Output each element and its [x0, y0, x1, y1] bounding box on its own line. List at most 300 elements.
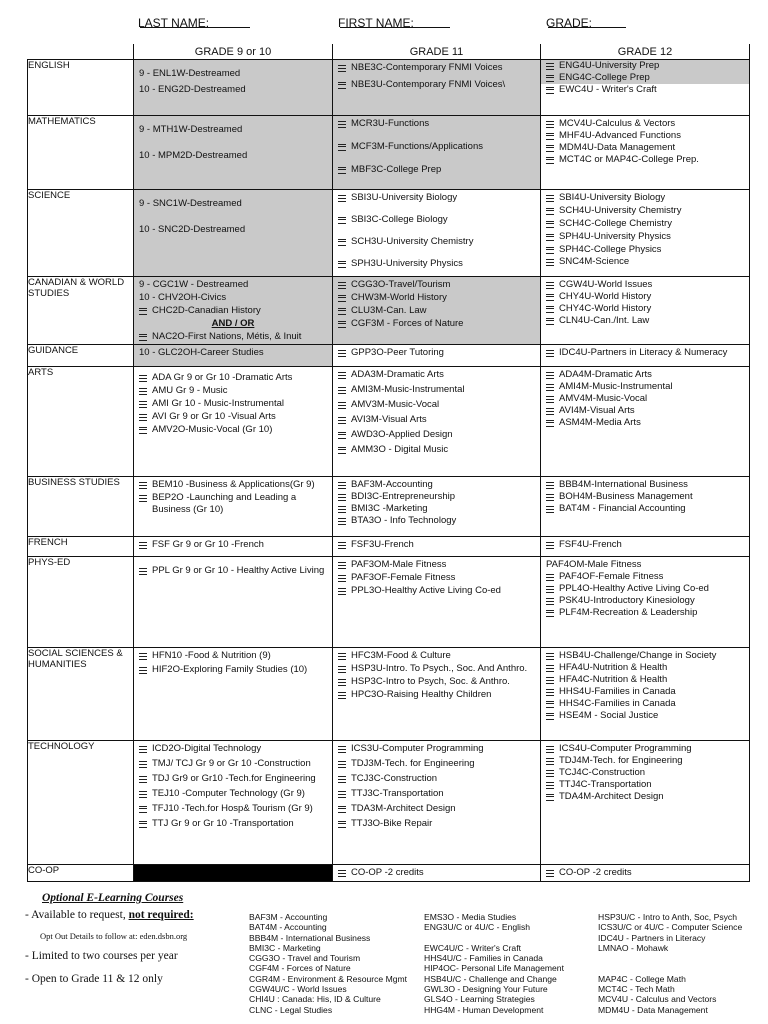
course-list-icon	[338, 482, 346, 489]
course-text: BOH4M-Business Management	[559, 491, 693, 503]
course-item	[546, 369, 744, 381]
course-text: 10 - GLC2OH-Career Studies	[139, 347, 264, 359]
grade-9-10-cell	[134, 741, 333, 865]
course-item	[338, 559, 535, 571]
course-text: AMI3M-Music-Instrumental	[351, 384, 465, 396]
course-item	[338, 758, 535, 770]
course-text: 9 - ENL1W-Destreamed	[139, 68, 241, 79]
course-text: TTJ Gr 9 or Gr 10 -Transportation	[152, 817, 294, 829]
course-text: TCJ4C-Construction	[559, 767, 646, 779]
course-row	[28, 277, 750, 345]
course-list-icon	[338, 776, 346, 783]
course-item	[139, 479, 327, 491]
course-item	[546, 118, 744, 130]
course-text: BEP2O -Launching and Leading a Business (Gr 10)	[152, 492, 297, 516]
course-row	[28, 60, 750, 116]
course-item	[546, 571, 744, 583]
grade-9-10-cell	[134, 190, 333, 277]
course-text: SPH4C-College Physics	[559, 243, 662, 255]
subject-header	[28, 44, 134, 60]
course-item	[338, 585, 535, 597]
course-item	[338, 788, 535, 800]
grade-11-cell	[333, 345, 541, 367]
course-list-icon	[139, 427, 147, 434]
course-item	[338, 258, 535, 270]
course-item	[546, 698, 744, 710]
grade-9-10-cell	[134, 345, 333, 367]
course-item	[338, 663, 535, 675]
course-item	[139, 398, 327, 410]
course-text: TDJ4M-Tech. for Engineering	[559, 755, 683, 767]
grade-11-cell	[333, 277, 541, 345]
course-item	[546, 381, 744, 393]
elearning-course: MCT4C - Tech Math	[598, 984, 675, 995]
last-name-line[interactable]	[140, 16, 250, 28]
course-text: AMM3O - Digital Music	[351, 443, 449, 455]
course-row	[28, 741, 750, 865]
grade-11-cell	[333, 865, 541, 882]
elearning-course: CHI4U : Canada: His, ID & Culture	[249, 994, 381, 1005]
course-text: GPP3O-Peer Tutoring	[351, 347, 444, 359]
course-text: MDM4U-Data Management	[559, 141, 676, 153]
course-item	[139, 385, 327, 397]
course-item	[546, 503, 744, 515]
course-item	[139, 773, 327, 785]
elearning-section	[0, 892, 768, 1024]
subject-label: TECHNOLOGY	[28, 741, 134, 865]
course-text: TTJ3C-Transportation	[351, 788, 444, 799]
grade-12-cell	[541, 345, 750, 367]
course-text: BBB4M-International Business	[559, 479, 688, 491]
course-item	[139, 758, 327, 770]
course-text: BDI3C-Entrepreneurship	[351, 491, 456, 503]
elearning-course: CGG3O - Travel and Tourism	[249, 953, 361, 964]
course-text: AND / OR	[211, 317, 255, 329]
elearning-course: CGR4M - Environment & Resource Mgmt	[249, 973, 408, 984]
course-text: 9 - SNC1W-Destreamed	[139, 198, 242, 209]
course-text: CHY4C-World History	[559, 302, 652, 314]
grade-12-cell	[541, 367, 750, 477]
course-text: TDJ3M-Tech. for Engineering	[351, 758, 475, 770]
course-list-icon	[139, 761, 147, 768]
course-item	[546, 231, 744, 243]
grade-9-10-cell	[134, 477, 333, 537]
subject-label: PHYS-ED	[28, 557, 134, 648]
course-text: PPL4O-Healthy Active Living Co-ed	[559, 583, 709, 595]
course-list-icon	[546, 247, 554, 254]
course-item	[139, 424, 327, 436]
course-list-icon	[546, 482, 554, 489]
course-row	[28, 537, 750, 557]
course-text: HFN10 -Food & Nutrition (9)	[152, 650, 271, 662]
elearning-course: HSB4U/C - Challenge and Change	[424, 973, 557, 984]
course-list-icon	[338, 261, 346, 268]
course-text: NBE3U-Contemporary FNMI Voices\	[351, 78, 506, 90]
course-item	[139, 492, 327, 516]
course-item	[338, 689, 535, 701]
course-list-icon	[546, 782, 554, 789]
grade-9-10-header: GRADE 9 or 10	[134, 44, 333, 60]
subject-label: CANADIAN & WORLD STUDIES	[28, 277, 134, 345]
course-list-icon	[546, 870, 554, 877]
course-list-icon	[338, 217, 346, 224]
course-item	[338, 572, 535, 584]
course-text: AMI4M-Music-Instrumental	[559, 381, 673, 393]
course-list-icon	[139, 334, 147, 341]
course-list-icon	[546, 282, 554, 289]
course-list-icon	[338, 282, 346, 289]
course-grid	[27, 44, 750, 882]
elearning-course: ICS3U/C or 4U/C - Computer Science	[598, 922, 743, 933]
course-text: BAT4M - Financial Accounting	[559, 503, 686, 515]
elearning-availability: - Available to request, not required:	[25, 909, 194, 921]
course-item	[546, 205, 744, 217]
grade-11-cell	[333, 477, 541, 537]
subject-label: GUIDANCE	[28, 345, 134, 367]
course-list-icon	[546, 350, 554, 357]
course-list-icon	[546, 420, 554, 427]
course-list-icon	[139, 776, 147, 783]
elearning-column-1	[249, 912, 407, 1015]
grade-11-cell	[333, 648, 541, 741]
course-item	[139, 224, 327, 236]
course-item	[338, 773, 535, 785]
course-item	[546, 595, 744, 607]
course-list-icon	[139, 482, 147, 489]
course-text: HPC3O-Raising Healthy Children	[351, 689, 492, 700]
course-text: HFA4U-Nutrition & Health	[559, 662, 668, 674]
course-text: EWC4U - Writer's Craft	[559, 83, 657, 95]
course-list-icon	[338, 518, 346, 525]
course-row	[28, 345, 750, 367]
course-item	[546, 755, 744, 767]
course-text: CGF3M - Forces of Nature	[351, 317, 464, 329]
course-list-icon	[139, 414, 147, 421]
course-list-icon	[338, 562, 346, 569]
course-text: PLF4M-Recreation & Leadership	[559, 606, 698, 618]
grade-9-10-cell	[134, 648, 333, 741]
grade-11-cell	[333, 116, 541, 190]
course-list-icon	[546, 586, 554, 593]
course-text: MBF3C-College Prep	[351, 163, 442, 175]
course-text: SBI4U-University Biology	[559, 192, 666, 203]
course-item	[546, 650, 744, 662]
grade-9-10-cell	[134, 557, 333, 648]
elearning-column-2	[424, 912, 564, 1015]
course-item	[338, 515, 535, 527]
course-list-icon	[546, 384, 554, 391]
course-list-icon	[546, 121, 554, 128]
grade-12-cell	[541, 116, 750, 190]
course-list-icon	[338, 653, 346, 660]
course-item	[338, 62, 535, 74]
elearning-course: MDM4U - Data Management	[598, 1004, 708, 1015]
course-list-icon	[139, 653, 147, 660]
course-list-icon	[338, 195, 346, 202]
course-item	[139, 331, 327, 343]
grade-9-10-cell	[134, 277, 333, 345]
course-item	[546, 539, 744, 551]
course-list-icon	[546, 221, 554, 228]
course-text: HHS4C-Families in Canada	[559, 697, 676, 709]
subject-label: MATHEMATICS	[28, 116, 134, 190]
course-text: AVI3M-Visual Arts	[351, 414, 427, 425]
course-text: PAF4OM-Male Fitness	[546, 559, 642, 571]
course-item	[139, 743, 327, 755]
course-text: HSP3U-Intro. To Psych., Soc. And Anthro.	[351, 663, 528, 675]
grade-11-cell	[333, 557, 541, 648]
course-item	[338, 399, 535, 411]
subject-label: SCIENCE	[28, 190, 134, 277]
course-list-icon	[139, 388, 147, 395]
elearning-course: ENG3U/C or 4U/C - English	[424, 922, 531, 933]
course-item	[546, 791, 744, 803]
course-text: 10 - CHV2OH-Civics	[139, 291, 227, 303]
grade-12-cell	[541, 741, 750, 865]
course-item	[338, 676, 535, 688]
course-list-icon	[139, 821, 147, 828]
elearning-course: BAT4M - Accounting	[249, 922, 327, 933]
course-list-icon	[338, 308, 346, 315]
course-text: HFC3M-Food & Culture	[351, 650, 451, 662]
course-item	[338, 743, 535, 755]
elearning-course: HHS4U/C - Families in Canada	[424, 953, 543, 964]
course-item	[546, 130, 744, 142]
course-text: SPH4U-University Physics	[559, 230, 671, 242]
elearning-column-3	[598, 912, 742, 1015]
course-list-icon	[338, 144, 346, 151]
course-list-icon	[546, 306, 554, 313]
elearning-course: HIP4OC- Personal Life Management	[424, 963, 564, 974]
course-item	[139, 788, 327, 800]
course-item	[338, 279, 535, 291]
course-row	[28, 477, 750, 537]
course-list-icon	[546, 610, 554, 617]
course-list-icon	[546, 677, 554, 684]
course-text: BAF3M-Accounting	[351, 479, 433, 491]
course-text: AMV4M-Music-Vocal	[559, 393, 648, 405]
course-list-icon	[338, 575, 346, 582]
course-list-icon	[546, 713, 554, 720]
course-item	[139, 292, 327, 304]
elearning-course	[598, 953, 742, 963]
course-list-icon	[546, 542, 554, 549]
course-item	[338, 479, 535, 491]
course-list-icon	[546, 794, 554, 801]
course-list-icon	[546, 133, 554, 140]
opt-out-note: Opt Out Details to follow at: eden.dsbn.org	[40, 931, 188, 941]
grade-header-row	[28, 44, 750, 60]
grade-12-cell	[541, 865, 750, 882]
course-item	[338, 318, 535, 330]
elearning-course	[424, 933, 564, 943]
course-item	[546, 767, 744, 779]
elearning-course: EWC4U/C - Writer's Craft	[424, 942, 521, 953]
grade-9-10-cell	[134, 537, 333, 557]
course-item	[139, 124, 327, 136]
grade-12-cell	[541, 60, 750, 116]
course-list-icon	[546, 689, 554, 696]
course-list-icon	[338, 121, 346, 128]
course-text: NAC2O-First Nations, Métis, & Inuit	[152, 330, 302, 342]
course-item	[338, 818, 535, 830]
course-text: ADA Gr 9 or Gr 10 -Dramatic Arts	[152, 372, 293, 384]
course-item	[338, 867, 535, 879]
course-text: SNC4M-Science	[559, 256, 630, 268]
course-item	[338, 803, 535, 815]
course-list-icon	[546, 653, 554, 660]
course-list-icon	[546, 665, 554, 672]
grade-12-cell	[541, 277, 750, 345]
elearning-course: HSP3U/C - Intro to Anth, Soc, Psych	[598, 912, 737, 922]
course-item	[139, 318, 327, 330]
course-row	[28, 648, 750, 741]
course-item	[546, 192, 744, 204]
course-item	[139, 818, 327, 830]
course-text: ENG4U-University Prep	[559, 60, 660, 71]
course-text: CGG3O-Travel/Tourism	[351, 279, 451, 290]
course-item	[546, 154, 744, 166]
course-text: MCF3M-Functions/Applications	[351, 140, 483, 152]
course-text: TMJ/ TCJ Gr 9 or Gr 10 -Construction	[152, 758, 311, 770]
course-list-icon	[338, 588, 346, 595]
course-item	[546, 256, 744, 268]
course-text: SCH4U-University Chemistry	[559, 204, 682, 216]
course-item	[546, 867, 744, 879]
course-text: AMU Gr 9 - Music	[152, 385, 228, 397]
course-text: HSP3C-Intro to Psych, Soc. & Anthro.	[351, 676, 510, 688]
course-text: BMI3C -Marketing	[351, 503, 428, 515]
course-item	[338, 429, 535, 441]
elearning-course: EMS3O - Media Studies	[424, 912, 517, 922]
course-item	[139, 279, 327, 291]
grade-9-10-cell	[134, 865, 333, 882]
course-list-icon	[546, 259, 554, 266]
course-row	[28, 367, 750, 477]
course-item	[546, 686, 744, 698]
subject-label: SOCIAL SCIENCES & HUMANITIES	[28, 648, 134, 741]
subject-label: ARTS	[28, 367, 134, 477]
course-list-icon	[338, 372, 346, 379]
course-text: HHS4U-Families in Canada	[559, 686, 676, 697]
course-text: TCJ3C-Construction	[351, 773, 438, 785]
course-text: FSF3U-French	[351, 539, 414, 551]
course-text: FSF Gr 9 or Gr 10 -French	[152, 539, 264, 551]
grade-12-cell	[541, 190, 750, 277]
course-list-icon	[139, 375, 147, 382]
course-list-icon	[139, 806, 147, 813]
first-name-line[interactable]	[340, 16, 450, 28]
course-item	[338, 164, 535, 176]
course-text: SBI3C-College Biology	[351, 213, 448, 225]
course-item	[546, 417, 744, 429]
course-item	[139, 411, 327, 423]
course-text: AVI4M-Visual Arts	[559, 405, 635, 416]
grade-12-cell	[541, 648, 750, 741]
course-item	[338, 650, 535, 662]
grade-11-cell	[333, 60, 541, 116]
course-list-icon	[338, 65, 346, 72]
course-list-icon	[546, 75, 554, 82]
course-list-icon	[546, 701, 554, 708]
course-list-icon	[139, 791, 147, 798]
course-text: CO-OP -2 credits	[351, 867, 424, 879]
course-list-icon	[546, 208, 554, 215]
elearning-course: GLS4O - Learning Strategies	[424, 994, 535, 1005]
course-item	[338, 347, 535, 359]
course-list-icon	[338, 432, 346, 439]
course-list-icon	[338, 494, 346, 501]
grade-12-cell	[541, 557, 750, 648]
course-text: HSE4M - Social Justice	[559, 709, 659, 721]
course-list-icon	[546, 506, 554, 513]
course-text: SCH3U-University Chemistry	[351, 235, 474, 247]
elearning-course: IDC4U - Partners in Literacy	[598, 932, 706, 943]
course-item	[338, 79, 535, 91]
course-list-icon	[338, 167, 346, 174]
course-item	[338, 539, 535, 551]
grade-11-cell	[333, 741, 541, 865]
course-list-icon	[546, 145, 554, 152]
course-item	[546, 279, 744, 291]
course-text: AVI Gr 9 or Gr 10 -Visual Arts	[152, 411, 276, 422]
course-item	[338, 214, 535, 226]
course-item	[139, 84, 327, 96]
course-text: ICD2O-Digital Technology	[152, 743, 262, 755]
elearning-course: BBB4M - International Business	[249, 932, 371, 943]
course-item	[139, 664, 327, 676]
course-item	[546, 491, 744, 503]
course-item	[338, 503, 535, 515]
course-text: PSK4U-Introductory Kinesiology	[559, 595, 695, 606]
course-list-icon	[546, 770, 554, 777]
course-list-icon	[338, 666, 346, 673]
course-list-icon	[338, 746, 346, 753]
subject-label: CO-OP	[28, 865, 134, 882]
course-item	[546, 743, 744, 755]
course-list-icon	[338, 761, 346, 768]
course-text: 10 - ENG2D-Destreamed	[139, 83, 246, 95]
course-item	[546, 84, 744, 96]
course-text: TDJ Gr9 or Gr10 -Tech.for Engineering	[152, 773, 316, 785]
course-list-icon	[338, 239, 346, 246]
course-item	[546, 710, 744, 722]
course-item	[338, 414, 535, 426]
course-list-icon	[546, 598, 554, 605]
course-text: MCV4U-Calculus & Vectors	[559, 118, 676, 129]
course-list-icon	[139, 746, 147, 753]
course-text: TDA3M-Architect Design	[351, 802, 456, 814]
elearning-course: HHG4M - Human Development	[424, 1004, 544, 1015]
course-item	[546, 662, 744, 674]
course-text: PPL Gr 9 or Gr 10 - Healthy Active Living	[152, 565, 325, 577]
course-text: 10 - MPM2D-Destreamed	[139, 149, 248, 161]
course-text: PAF4OF-Female Fitness	[559, 571, 664, 583]
elearning-course: CLNC - Legal Studies	[249, 1004, 333, 1015]
course-list-icon	[338, 447, 346, 454]
course-list-icon	[338, 295, 346, 302]
course-text: AMI Gr 10 - Music-Instrumental	[152, 398, 284, 410]
course-list-icon	[338, 791, 346, 798]
course-list-icon	[546, 294, 554, 301]
grade-line[interactable]	[548, 16, 626, 28]
course-item	[541, 60, 749, 72]
course-list-icon	[338, 679, 346, 686]
course-text: PAF3OM-Male Fitness	[351, 559, 447, 571]
course-text: TTJ3O-Bike Repair	[351, 817, 433, 829]
course-item	[546, 393, 744, 405]
course-list-icon	[338, 870, 346, 877]
